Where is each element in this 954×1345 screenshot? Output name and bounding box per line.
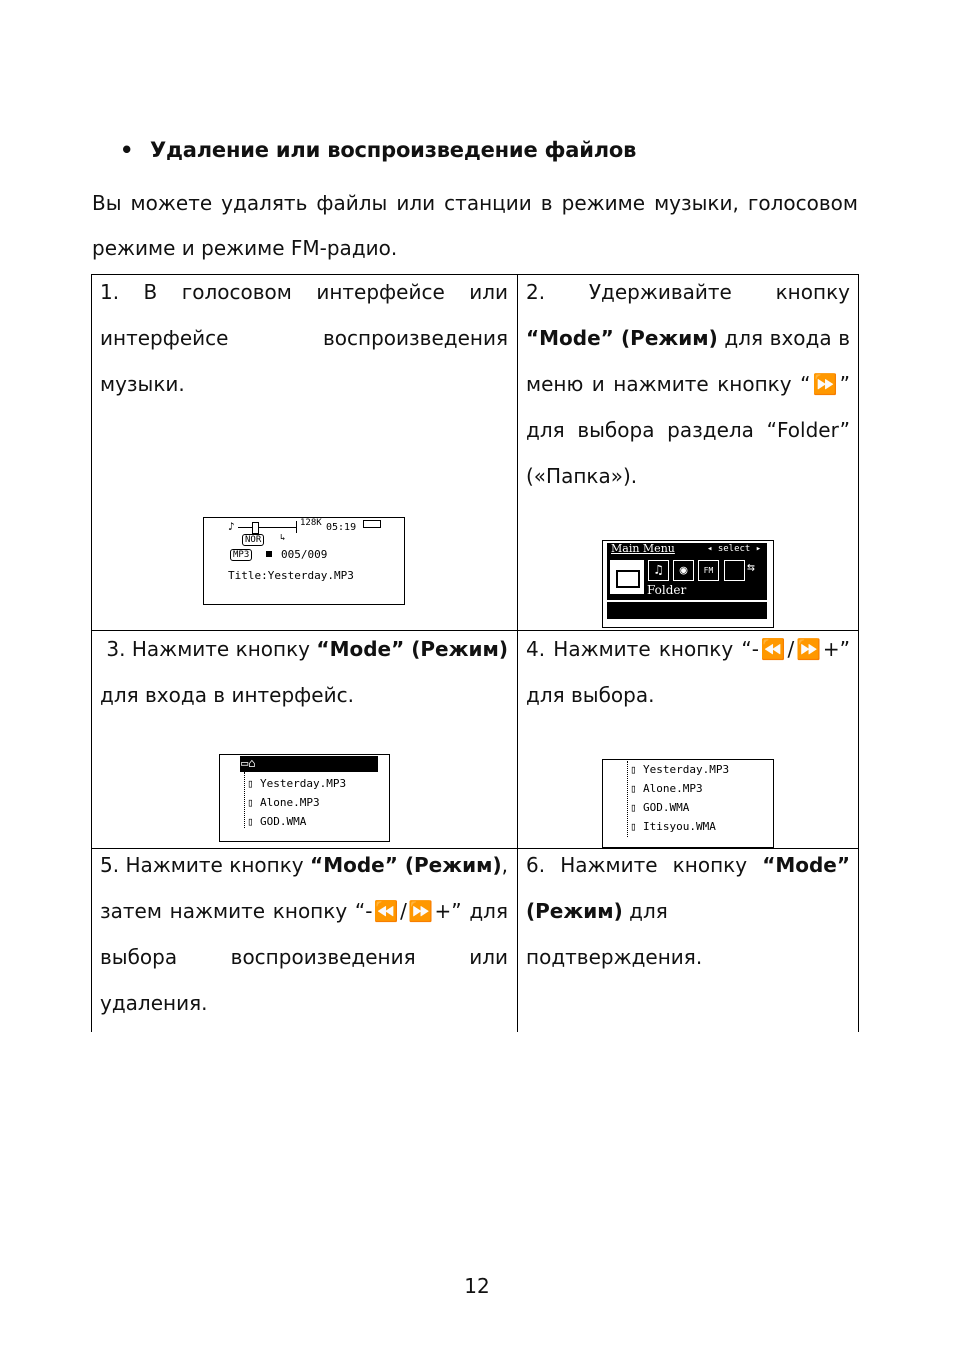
step-4-line-1: 4. Нажмите кнопку “-⏪/⏩+” bbox=[526, 637, 850, 661]
step-2-line-5: («Папка»). bbox=[526, 464, 638, 488]
file-icon: ▯ bbox=[247, 815, 254, 828]
step-6-line-2: для подтверждения. bbox=[526, 899, 703, 969]
main-menu-screen bbox=[602, 540, 774, 628]
file-icon: ▯ bbox=[630, 763, 637, 776]
section-title: Удаление или воспроизведение файлов bbox=[150, 138, 637, 162]
step-6-line-1: 6. Нажмите кнопку bbox=[526, 853, 763, 877]
step-1-line-2: интерфейсе воспроизведения музыки. bbox=[100, 326, 508, 396]
repeat-icon: ↳ bbox=[280, 533, 286, 543]
step-1-text bbox=[100, 269, 508, 407]
file-icon: ▯ bbox=[630, 801, 637, 814]
file-icon: ▯ bbox=[247, 796, 254, 809]
file-name: GOD.WMA bbox=[643, 801, 690, 814]
step-6-text bbox=[526, 842, 850, 980]
track-title: Title:Yesterday.MP3 bbox=[228, 569, 354, 582]
step-5-line-1: 5. Нажмите кнопку bbox=[100, 853, 311, 877]
step-3-bold: “Mode” (Режим) bbox=[316, 637, 509, 661]
switch-icon: ⇆ bbox=[747, 560, 755, 575]
step-4-text bbox=[526, 626, 850, 718]
steps-table bbox=[91, 274, 859, 1032]
bullet: • bbox=[120, 138, 134, 162]
step-5-line-2: затем нажмите кнопку “-⏪/⏩+” для bbox=[100, 899, 508, 923]
step-5-text: 5. Нажмите кнопку “Mode” (Режим), затем нажмите кнопку “-⏪/⏩+” для выбора воспроизведения или удаления. bbox=[100, 853, 508, 1015]
file-name: Alone.MP3 bbox=[260, 796, 320, 809]
step-1-line-1: 1. В голосовом интерфейсе или bbox=[100, 280, 508, 304]
step-2-line-4: для выбора раздела “Folder” bbox=[526, 418, 850, 442]
file-name: Itisyou.WMA bbox=[643, 820, 716, 833]
track-counter: 005/009 bbox=[281, 548, 328, 561]
play-time: 05:19 bbox=[326, 522, 357, 533]
step-3-line-2: для входа в интерфейс. bbox=[100, 683, 354, 707]
menu-select-hint: ◂ select ▸ bbox=[707, 544, 762, 554]
step-2-bold: “Mode” (Режим) bbox=[526, 326, 718, 350]
step-5-line-3: выбора воспроизведения или bbox=[100, 945, 508, 969]
file-browser-screen-2 bbox=[602, 759, 774, 848]
progress-knob bbox=[252, 522, 259, 534]
page-number: 12 bbox=[464, 1274, 490, 1298]
battery-icon bbox=[363, 520, 381, 528]
fm-icon: FM bbox=[698, 560, 719, 581]
step-2-line-1: 2. Удерживайте кнопку bbox=[526, 280, 850, 304]
step-6-bold: “Mode” bbox=[762, 853, 850, 877]
progress-bar bbox=[238, 527, 296, 528]
menu-label: Folder bbox=[647, 583, 687, 597]
step-3-text bbox=[100, 626, 508, 718]
bitrate: 128K bbox=[300, 518, 322, 528]
step-5-line-4: удаления. bbox=[100, 991, 208, 1015]
file-name: Alone.MP3 bbox=[643, 782, 703, 795]
step-2-line-2: для входа в bbox=[717, 326, 850, 350]
file-name: GOD.WMA bbox=[260, 815, 307, 828]
step-6-bold-2: (Режим) bbox=[526, 899, 623, 923]
file-name: Yesterday.MP3 bbox=[643, 763, 730, 776]
eq-badge: NOR bbox=[242, 534, 264, 546]
step-2-line-3: меню и нажмите кнопку “⏩” bbox=[526, 372, 850, 396]
file-name: Yesterday.MP3 bbox=[260, 777, 347, 790]
step-3-line-1: 3. Нажмите кнопку bbox=[106, 637, 317, 661]
voice-icon: ◉ bbox=[673, 560, 694, 581]
file-icon: ▯ bbox=[630, 782, 637, 795]
step-2-text bbox=[526, 269, 850, 499]
intro-line-1: Вы можете удалять файлы или станции в режиме музыки, голосовом bbox=[92, 191, 858, 215]
intro-paragraph bbox=[92, 181, 858, 271]
folder-small-icon bbox=[724, 560, 745, 581]
file-icon: ▯ bbox=[247, 777, 254, 790]
music-note-icon: ♪ bbox=[228, 520, 235, 533]
file-icon: ▯ bbox=[630, 820, 637, 833]
intro-line-2: режиме и режиме FM-радио. bbox=[92, 236, 398, 260]
file-browser-screen bbox=[219, 754, 390, 842]
format-badge: MP3 bbox=[230, 549, 252, 561]
music-icon: ♫ bbox=[648, 560, 669, 581]
step-4-line-2: для выбора. bbox=[526, 683, 655, 707]
step-5-bold: “Mode” (Режим) bbox=[310, 853, 502, 877]
folder-icon bbox=[610, 560, 644, 594]
menu-header: Main Menu bbox=[611, 542, 675, 555]
section-heading bbox=[122, 138, 636, 162]
open-folder-icon: ▭⌂ bbox=[241, 756, 256, 770]
stop-icon bbox=[266, 551, 272, 557]
player-screen bbox=[203, 517, 405, 605]
